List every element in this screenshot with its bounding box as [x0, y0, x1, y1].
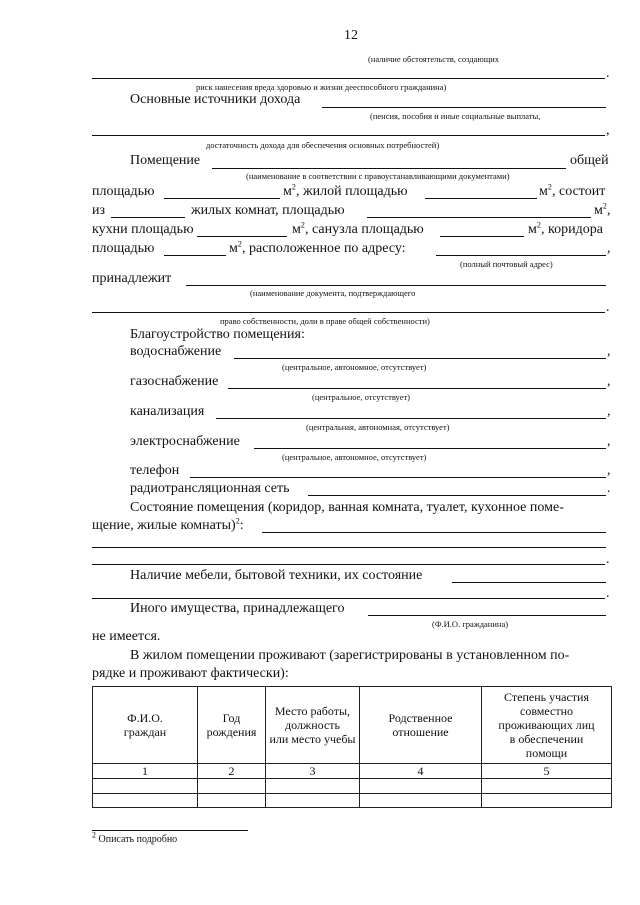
label-residents-2: рядке и проживают фактически): — [92, 666, 289, 681]
punct-dot: . — [606, 66, 610, 81]
radio-field[interactable] — [308, 495, 606, 496]
unit-m: м — [528, 222, 537, 237]
table-cell[interactable] — [93, 794, 198, 808]
unit-sq: 2 — [602, 201, 607, 211]
unit-m: м — [594, 203, 603, 218]
risk-line[interactable] — [92, 78, 605, 79]
label-furniture: Наличие мебели, бытовой техники, их состояние — [130, 568, 423, 583]
water-field[interactable] — [234, 358, 606, 359]
furniture-field-2[interactable] — [92, 598, 605, 599]
punct-dot: . — [607, 481, 611, 496]
footnote-separator — [92, 830, 248, 831]
table-cell[interactable] — [266, 779, 360, 794]
footnote-mark: 2 — [92, 830, 96, 840]
condition-text: щение, жилые комнаты) — [92, 518, 236, 533]
label-water: водоснабжение — [130, 344, 222, 359]
label-condition-2 — [92, 518, 244, 534]
living-area-field[interactable] — [425, 198, 537, 199]
header-relation: Родственное отношение — [360, 687, 482, 764]
hint-premises: (наименование в соответствии с правоустанавливающими документами) — [246, 171, 510, 181]
label-phone: телефон — [130, 463, 180, 478]
gas-field[interactable] — [228, 388, 606, 389]
condition-field[interactable] — [262, 532, 606, 533]
header-fio: Ф.И.О. граждан — [93, 687, 198, 764]
punct-comma: , — [607, 344, 611, 359]
table-cell[interactable] — [93, 779, 198, 794]
punct-comma: , — [607, 404, 611, 419]
label-income: Основные источники дохода — [130, 92, 301, 107]
hint-risk: риск нанесения вреда здоровью и жизни дееспособного гражданина) — [196, 82, 447, 92]
footnote-text: Описать подробно — [98, 834, 178, 845]
total-area-field[interactable] — [164, 198, 280, 199]
table-cell[interactable] — [482, 779, 612, 794]
punct-comma: , — [607, 463, 611, 478]
label-not-have: не имеется. — [92, 629, 161, 644]
col-number: 3 — [266, 764, 360, 779]
unit-m2 — [283, 184, 296, 200]
unit-sq: 2 — [291, 182, 296, 192]
col-number: 2 — [198, 764, 266, 779]
label-premises: Помещение — [130, 153, 201, 168]
table-number-row — [93, 764, 612, 779]
punct-comma: , — [607, 241, 611, 256]
sewer-field[interactable] — [216, 418, 606, 419]
belongs-field-2[interactable] — [92, 312, 605, 313]
table-cell[interactable] — [360, 794, 482, 808]
hint-address: (полный почтовый адрес) — [460, 259, 553, 269]
table-row — [93, 779, 612, 794]
punct-comma: , — [606, 123, 610, 138]
unit-m: м — [539, 184, 548, 199]
unit-sq: 2 — [547, 182, 552, 192]
label-located: , расположенное по адресу: — [242, 241, 406, 256]
label-corridor: , коридора — [541, 222, 603, 237]
rooms-count-field[interactable] — [111, 217, 185, 218]
rooms-area-field[interactable] — [367, 217, 591, 218]
hint-income: (пенсия, пособия и иные социальные выплаты, — [370, 111, 541, 121]
label-area: площадью — [92, 184, 155, 199]
col-number: 4 — [360, 764, 482, 779]
label-power: электроснабжение — [130, 434, 240, 449]
hint-power: (центральное, автономное, отсутствует) — [282, 452, 427, 462]
table-cell[interactable] — [360, 779, 482, 794]
income-line[interactable] — [322, 107, 606, 108]
label-living-area: , жилой площадью — [296, 184, 408, 199]
condition-field-3[interactable] — [92, 564, 605, 565]
header-birth-year: Год рождения — [198, 687, 266, 764]
residents-table — [92, 686, 612, 808]
unit-sq: 2 — [536, 220, 541, 230]
label-from: из — [92, 203, 106, 218]
punct-comma: , — [607, 434, 611, 449]
bath-area-field[interactable] — [440, 236, 524, 237]
table-cell[interactable] — [198, 779, 266, 794]
footnote — [92, 830, 178, 846]
label-bath: , санузла площадью — [305, 222, 424, 237]
col-number: 1 — [93, 764, 198, 779]
footnote-ref: 2 — [235, 516, 240, 526]
corridor-area-field[interactable] — [164, 255, 226, 256]
label-consists: , состоит — [552, 184, 606, 199]
unit-m2 — [292, 222, 305, 238]
unit-m: м — [283, 184, 292, 199]
label-condition-1: Состояние помещения (коридор, ванная комната, туалет, кухонное поме- — [130, 500, 564, 515]
unit-m2 — [594, 203, 607, 219]
hint-document: (наименование документа, подтверждающего — [250, 288, 416, 298]
hint-sufficiency: достаточность дохода для обеспечения основных потребностей) — [206, 140, 440, 150]
punct-colon: : — [239, 518, 244, 533]
label-total: общей — [570, 153, 609, 168]
punct-comma: , — [607, 203, 611, 218]
hint-ownership: право собственности, доли в праве общей собственности) — [220, 316, 430, 326]
unit-m2 — [528, 222, 541, 238]
table-row — [93, 794, 612, 808]
power-field[interactable] — [254, 448, 606, 449]
hint-circumstances: (наличие обстоятельств, создающих — [368, 54, 500, 64]
label-gas: газоснабжение — [130, 374, 219, 389]
unit-m2 — [229, 241, 242, 257]
header-participation: Степень участия совместно проживающих лиц в обеспечении помощи — [482, 687, 612, 764]
unit-m2 — [539, 184, 552, 200]
table-cell[interactable] — [266, 794, 360, 808]
table-header-row — [93, 687, 612, 764]
label-residents-1: В жилом помещении проживают (зарегистрированы в установленном по- — [130, 648, 570, 663]
belongs-field[interactable] — [186, 285, 606, 286]
hint-sewer: (центральная, автономная, отсутствует) — [306, 422, 450, 432]
col-number: 5 — [482, 764, 612, 779]
furniture-field[interactable] — [452, 582, 606, 583]
table-cell[interactable] — [198, 794, 266, 808]
unit-sq: 2 — [237, 239, 242, 249]
punct-dot: . — [606, 300, 610, 315]
table-cell[interactable] — [482, 794, 612, 808]
unit-m: м — [292, 222, 301, 237]
other-property-field[interactable] — [368, 615, 606, 616]
label-belongs: принадлежит — [92, 271, 172, 286]
hint-gas: (центральное, отсутствует) — [312, 392, 411, 402]
label-rooms-area: жилых комнат, площадью — [191, 203, 345, 218]
unit-sq: 2 — [300, 220, 305, 230]
income-line-2[interactable] — [92, 135, 605, 136]
hint-fio: (Ф.И.О. гражданина) — [432, 619, 509, 629]
label-area: площадью — [92, 241, 155, 256]
hint-water: (центральное, автономное, отсутствует) — [282, 362, 427, 372]
address-field[interactable] — [436, 255, 606, 256]
label-kitchen: кухни площадью — [92, 222, 194, 237]
phone-field[interactable] — [190, 477, 606, 478]
condition-field-2[interactable] — [92, 547, 606, 548]
kitchen-area-field[interactable] — [197, 236, 287, 237]
header-workplace: Место работы, должность или место учебы — [266, 687, 360, 764]
punct-comma: , — [607, 374, 611, 389]
label-amenities: Благоустройство помещения: — [130, 327, 305, 342]
label-other-property: Иного имущества, принадлежащего — [130, 601, 345, 616]
premises-line[interactable] — [212, 168, 566, 169]
label-sewer: канализация — [130, 404, 205, 419]
unit-m: м — [229, 241, 238, 256]
label-radio: радиотрансляционная сеть — [130, 481, 290, 496]
page-number: 12 — [344, 28, 358, 43]
punct-dot: . — [606, 586, 610, 601]
punct-dot: . — [606, 552, 610, 567]
